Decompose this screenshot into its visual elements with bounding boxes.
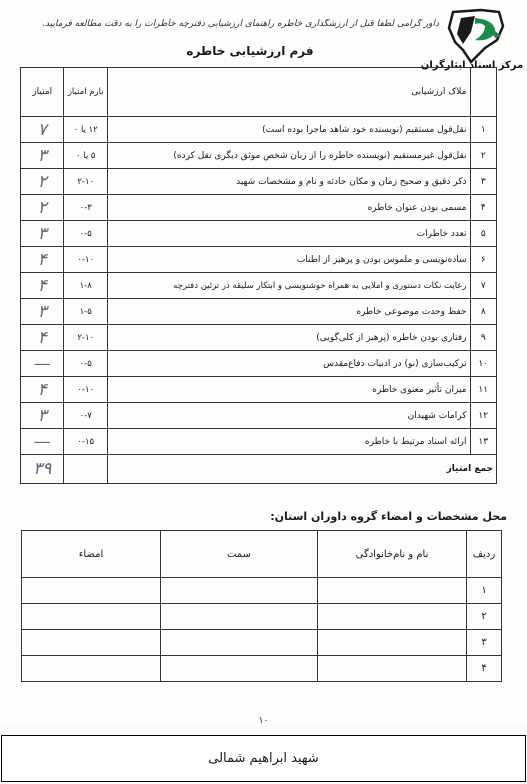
table-row	[21, 403, 497, 429]
total-max-cell	[64, 455, 107, 484]
row-number: ۸	[470, 299, 497, 325]
table-row	[22, 630, 502, 656]
row-number: ۱۳	[470, 429, 497, 455]
score-cell: ۴	[21, 325, 64, 351]
header-num-cell	[470, 68, 497, 117]
max-cell: ۰-۵	[64, 221, 107, 247]
instructions-text: داور گرامی لطفاً قبل از ارزشگذاری خاطره راهنمای ارزشیابی دفترچه خاطرات را به دقت مطالعه فرمایید.	[42, 19, 439, 29]
table-row	[21, 377, 497, 403]
table-row	[21, 117, 497, 143]
header-row-num: ردیف	[467, 531, 502, 578]
row-number: ۶	[470, 247, 497, 273]
table-row	[21, 143, 497, 169]
score-cell: ۳	[21, 403, 64, 429]
position-cell	[161, 630, 318, 656]
name-cell	[318, 630, 467, 656]
score-cell: ۳	[21, 299, 64, 325]
row-number: ۱۲	[470, 403, 497, 429]
table-row	[21, 195, 497, 221]
header-score: امتیاز	[21, 68, 64, 117]
row-number: ۱	[470, 117, 497, 143]
criterion-cell: رعایت نکات دستوری و املایی به همراه خوشنویسی و ابتکار سلیقه در تزئین دفترچه	[107, 273, 470, 299]
row-number: ۱۱	[470, 377, 497, 403]
name-cell	[318, 656, 467, 682]
row-number: ۱۰	[470, 351, 497, 377]
criterion-cell: کرامات شهیدان	[107, 403, 470, 429]
page-number: ۱۰	[258, 716, 269, 726]
criterion-cell: ارائه اسناد مرتبط با خاطره	[107, 429, 470, 455]
total-row	[21, 455, 497, 484]
criterion-cell: ترکیب‌سازی (نو) در ادبیات دفاع‌مقدس	[107, 351, 470, 377]
total-score: ۳۹	[21, 455, 64, 484]
score-cell: ۴	[21, 273, 64, 299]
table-row	[21, 429, 497, 455]
header-max: بارم امتیاز	[64, 68, 107, 117]
table-row	[21, 299, 497, 325]
max-cell: ۱-۵	[64, 299, 107, 325]
score-cell: ۴	[21, 247, 64, 273]
max-cell: ۰-۵	[64, 351, 107, 377]
score-cell: —	[21, 429, 64, 455]
criterion-cell: نقل‌قول مستقیم (نویسنده خود شاهد ماجرا بوده است)	[107, 117, 470, 143]
score-cell: ۳	[21, 221, 64, 247]
logo-emblem-icon	[441, 6, 521, 66]
max-cell: ۰-۱۰	[64, 247, 107, 273]
max-cell: ۲-۱۰	[64, 169, 107, 195]
header-signature: امضاء	[22, 531, 161, 578]
row-number: ۴	[470, 195, 497, 221]
logo-text: مرکز اسناد ایثارگران	[420, 60, 524, 71]
position-cell	[161, 578, 318, 604]
row-number: ۲	[467, 604, 502, 630]
table-row	[21, 273, 497, 299]
score-cell: ۳	[21, 143, 64, 169]
header-position: سمت	[161, 531, 318, 578]
criterion-cell: مسمی بودن عنوان خاطره	[107, 195, 470, 221]
score-cell: —	[21, 351, 64, 377]
row-number: ۳	[470, 169, 497, 195]
row-number: ۳	[467, 630, 502, 656]
row-number: ۱	[467, 578, 502, 604]
table-row	[21, 169, 497, 195]
score-cell: ۷	[21, 117, 64, 143]
form-title: فرم ارزشیابی خاطره	[186, 44, 314, 58]
max-cell: ۰-۳	[64, 195, 107, 221]
signature-cell	[22, 630, 161, 656]
total-label: جمع امتیاز	[107, 455, 496, 484]
caption-box	[1, 735, 526, 782]
score-cell: ۲	[21, 195, 64, 221]
table-row	[22, 656, 502, 682]
criterion-cell: ذکر دقیق و صحیح زمان و مکان حادثه و نام و مشخصات شهید	[107, 169, 470, 195]
signature-cell	[22, 604, 161, 630]
criterion-cell: حفظ وحدت موضوعی خاطره	[107, 299, 470, 325]
evaluation-table	[20, 67, 497, 484]
name-cell	[318, 604, 467, 630]
header-name: نام و نام‌خانوادگی	[318, 531, 467, 578]
score-cell: ۴	[21, 377, 64, 403]
row-number: ۹	[470, 325, 497, 351]
criterion-cell: نقل‌قول غیرمستقیم (نویسنده خاطره را از زبان شخص موثق دیگری نقل کرده)	[107, 143, 470, 169]
table-row	[21, 325, 497, 351]
max-cell: ۵ یا ۰	[64, 143, 107, 169]
criterion-cell: تعدد خاطرات	[107, 221, 470, 247]
table-row	[22, 578, 502, 604]
row-number: ۴	[467, 656, 502, 682]
table-row	[21, 221, 497, 247]
judges-table	[21, 530, 502, 682]
table-row	[21, 247, 497, 273]
section-judges-title: محل مشخصات و امضاء گروه داوران استان:	[270, 510, 507, 523]
criterion-cell: ساده‌نویسی و ملموس بودن و پرهیز از اطناب	[107, 247, 470, 273]
max-cell: ۰-۱۰	[64, 377, 107, 403]
signature-cell	[22, 656, 161, 682]
name-cell	[318, 578, 467, 604]
score-cell: ۲	[21, 169, 64, 195]
max-cell: ۲-۱۰	[64, 325, 107, 351]
max-cell: ۰-۷	[64, 403, 107, 429]
caption-text: شهید ابراهیم شمالی	[208, 751, 319, 766]
row-number: ۵	[470, 221, 497, 247]
position-cell	[161, 656, 318, 682]
row-number: ۷	[470, 273, 497, 299]
position-cell	[161, 604, 318, 630]
header-criterion: ملاک ارزشیابی	[107, 68, 470, 117]
row-number: ۲	[470, 143, 497, 169]
max-cell: ۱-۸	[64, 273, 107, 299]
table-row	[21, 351, 497, 377]
max-cell: ۱۲ یا ۰	[64, 117, 107, 143]
table-row	[22, 604, 502, 630]
criterion-cell: میزان تأثیر معنوی خاطره	[107, 377, 470, 403]
criterion-cell: رفتاری بودن خاطره (پرهیز از کلی‌گویی)	[107, 325, 470, 351]
signature-cell	[22, 578, 161, 604]
max-cell: ۰-۱۵	[64, 429, 107, 455]
